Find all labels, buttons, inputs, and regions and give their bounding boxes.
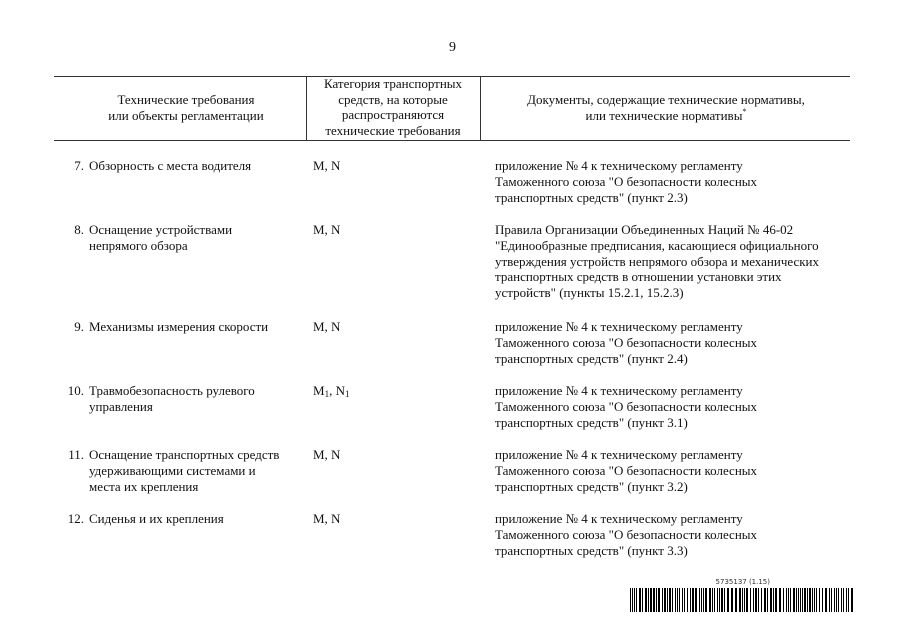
document-reference: приложение № 4 к техническому регламенту Таможенного союза "О безопасности колесных транспортных средств" (пункт 3.3) — [495, 511, 758, 558]
row-number: 7. — [74, 158, 84, 173]
document-reference: Правила Организации Объединенных Наций № 46-02 "Единообразные предписания, касающиеся официального утверждения устройств непрямого обзора и механических транспортных средств в отношении установки этих устройств" (пункты 15.2.1, 15.2.3) — [495, 222, 819, 301]
requirement-text: Обзорность с места водителя — [89, 158, 252, 173]
row-number: 9. — [74, 319, 84, 334]
barcode-block — [630, 578, 855, 612]
vehicle-category: M, N — [313, 511, 341, 526]
column-divider-1 — [306, 76, 307, 140]
requirement-text: Оснащение устройствами непрямого обзора — [89, 222, 233, 253]
vehicle-category: M, N — [313, 319, 341, 334]
row-number: 11. — [68, 447, 84, 462]
column-header-category: Категория транспортных средств, на которые распространяются технические требования — [323, 76, 463, 138]
column-header-documents-text: Документы, содержащие технические нормативы, или технические нормативы — [527, 92, 805, 123]
table-header-rule — [54, 140, 850, 141]
requirement-text: Оснащение транспортных средств удерживающими системами и места их крепления — [89, 447, 280, 494]
vehicle-category: M, N — [313, 222, 341, 237]
barcode-image — [630, 588, 855, 612]
vehicle-category: M, N — [313, 158, 341, 173]
document-reference: приложение № 4 к техническому регламенту Таможенного союза "О безопасности колесных транспортных средств" (пункт 2.4) — [495, 319, 758, 366]
category-letter: , N — [329, 383, 345, 398]
column-divider-2 — [480, 76, 481, 140]
document-reference: приложение № 4 к техническому регламенту Таможенного союза "О безопасности колесных транспортных средств" (пункт 3.1) — [495, 383, 758, 430]
footnote-mark: * — [742, 106, 747, 116]
document-reference: приложение № 4 к техническому регламенту Таможенного союза "О безопасности колесных транспортных средств" (пункт 3.2) — [495, 447, 758, 494]
column-header-documents — [486, 92, 846, 123]
requirement-text: Механизмы измерения скорости — [89, 319, 269, 334]
page-number: 9 — [449, 40, 456, 55]
category-subscript: 1 — [344, 389, 350, 399]
row-number: 12. — [67, 511, 84, 526]
vehicle-category — [313, 383, 473, 399]
document-reference: приложение № 4 к техническому регламенту Таможенного союза "О безопасности колесных транспортных средств" (пункт 2.3) — [495, 158, 758, 205]
barcode-code: 5735137 (1.15) — [715, 578, 770, 586]
row-number: 10. — [67, 383, 84, 398]
row-number: 8. — [74, 222, 84, 237]
requirement-text: Сиденья и их крепления — [89, 511, 224, 526]
category-letter: M — [313, 383, 325, 398]
vehicle-category: M, N — [313, 447, 341, 462]
requirement-text: Травмобезопасность рулевого управления — [89, 383, 255, 414]
category-subscript: 1 — [324, 389, 330, 399]
column-header-requirements: Технические требования или объекты регламентации — [108, 92, 264, 123]
